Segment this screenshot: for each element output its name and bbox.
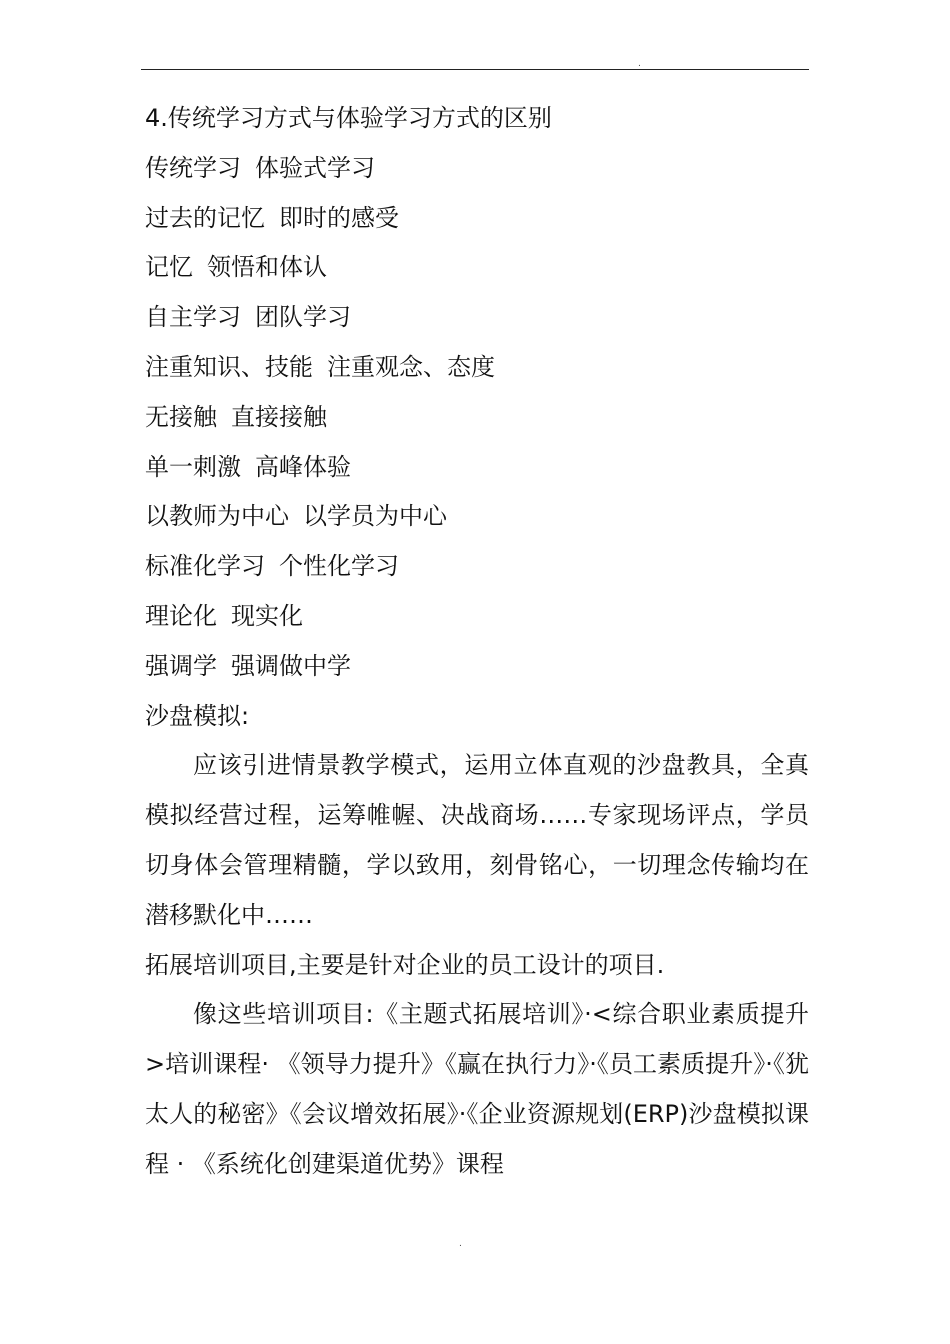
comparison-traditional: 以教师为中心 [145,502,289,531]
comparison-row [145,144,809,194]
comparison-row [145,592,809,642]
comparison-traditional: 单一刺激 [145,452,241,481]
comparison-traditional: 无接触 [145,402,217,431]
comparison-row [145,194,809,244]
document-body [145,94,809,1190]
comparison-traditional: 过去的记忆 [145,203,265,232]
comparison-experiential: 即时的感受 [279,203,399,232]
header-rule [141,69,809,70]
header-dot: . [638,59,641,69]
comparison-experiential: 团队学习 [255,303,351,332]
sandbox-heading: 沙盘模拟: [145,701,250,730]
comparison-experiential: 高峰体验 [255,452,351,481]
comparison-traditional: 传统学习 [145,153,241,182]
comparison-experiential: 个性化学习 [279,552,399,581]
comparison-traditional: 记忆 [145,253,193,282]
comparison-row [145,293,809,343]
comparison-row [145,343,809,393]
training-intro: 拓展培训项目,主要是针对企业的员工设计的项目. [145,950,665,979]
comparison-experiential: 注重观念、态度 [327,352,495,381]
comparison-traditional: 强调学 [145,651,217,680]
comparison-experiential: 现实化 [231,601,303,630]
comparison-experiential: 直接接触 [231,402,327,431]
comparison-traditional: 自主学习 [145,303,241,332]
sandbox-paragraph: 应该引进情景教学模式，运用立体直观的沙盘教具，全真模拟经营过程，运筹帷幄、决战商场……专家现场评点，学员切身体会管理精髓，学以致用，刻骨铭心，一切理念传输均在潜移默化中…… [145,751,809,929]
comparison-experiential: 体验式学习 [255,153,375,182]
footer-dot: . [459,1239,462,1249]
comparison-row [145,642,809,692]
comparison-experiential: 领悟和体认 [207,253,327,282]
comparison-row [145,492,809,542]
section-title: 4.传统学习方式与体验学习方式的区别 [145,104,552,132]
comparison-traditional: 标准化学习 [145,552,265,581]
training-paragraph: 像这些培训项目:《主题式拓展培训》·<综合职业素质提升>培训课程· 《领导力提升》《赢在执行力》·《员工素质提升》·《犹太人的秘密》《会议增效拓展》·《企业资源规划(ERP)沙盘模拟课程 · 《系统化创建渠道优势》课程 [145,1000,809,1178]
comparison-row [145,393,809,443]
comparison-traditional: 注重知识、技能 [145,352,313,381]
comparison-row [145,443,809,493]
comparison-experiential: 强调做中学 [231,651,351,680]
comparison-row [145,542,809,592]
comparison-list [145,144,809,692]
comparison-row [145,243,809,293]
comparison-experiential: 以学员为中心 [303,502,447,531]
comparison-traditional: 理论化 [145,601,217,630]
